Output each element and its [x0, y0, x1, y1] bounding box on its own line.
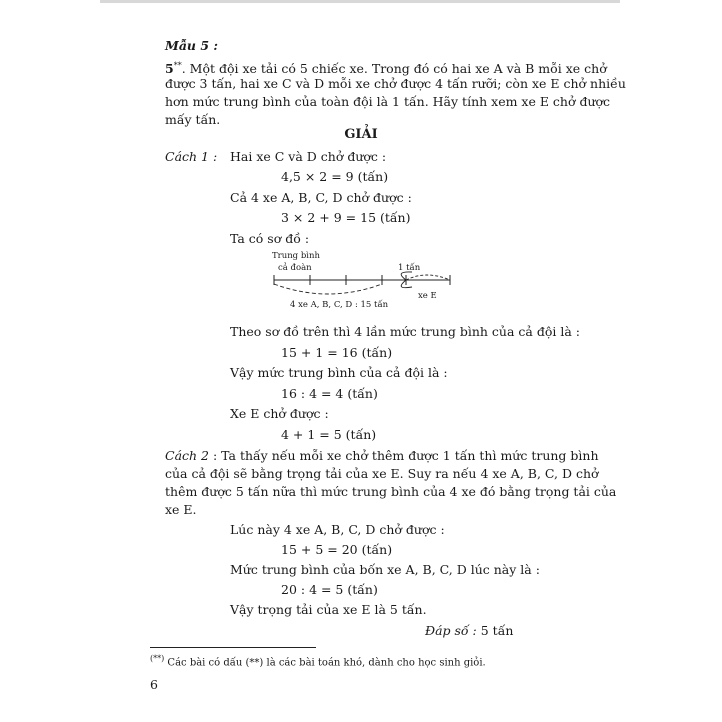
problem-text: . Một đội xe tải có 5 chiếc xe. Trong đó có hai xe A và B mỗi xe chở	[181, 61, 607, 77]
method2-line: Vậy trọng tải của xe E là 5 tấn.	[230, 602, 427, 617]
method2-line: Mức trung bình của bốn xe A, B, C, D lúc này là :	[230, 562, 540, 577]
method1-label: Cách 1 :	[165, 149, 218, 164]
solution-heading: GIẢI	[344, 127, 378, 142]
method1-calc: 4 + 1 = 5 (tấn)	[281, 427, 377, 442]
problem-line-3: hơn mức trung bình của toàn đội là 1 tấn. Hãy tính xem xe E chở được	[165, 94, 611, 109]
method1-line: Theo sơ đồ trên thì 4 lần mức trung bình của cả đội là :	[230, 324, 580, 339]
method2-intro-text: : Ta thấy nếu mỗi xe chở thêm được 1 tấn thì mức trung bình	[209, 448, 599, 463]
footnote-rule	[150, 647, 316, 648]
method2-intro-1	[165, 447, 599, 465]
method2-calc: 15 + 5 = 20 (tấn)	[281, 542, 393, 557]
problem-number: 5	[165, 61, 174, 77]
sample-title: Mẫu 5 :	[165, 38, 219, 53]
method1-line: Vậy mức trung bình của cả đội là :	[230, 365, 448, 380]
diagram-label-e: xe E	[418, 291, 437, 301]
answer-label: Đáp số :	[425, 623, 477, 638]
scan-edge	[100, 0, 620, 3]
method2-intro-2: của cả đội sẽ bằng trọng tải của xe E. Suy ra nếu 4 xe A, B, C, D chở	[165, 466, 599, 481]
problem-line-4: mấy tấn.	[165, 112, 221, 127]
problem-line-2: được 3 tấn, hai xe C và D mỗi xe chở được 4 tấn rưỡi; còn xe E chở nhiều	[165, 76, 626, 91]
method1-line: Cả 4 xe A, B, C, D chở được :	[230, 190, 412, 205]
method1-line: Hai xe C và D chở được :	[230, 149, 387, 164]
method2-line: Lúc này 4 xe A, B, C, D chở được :	[230, 522, 445, 537]
method1-calc: 4,5 × 2 = 9 (tấn)	[281, 169, 389, 184]
final-answer	[425, 622, 513, 640]
method2-label: Cách 2	[165, 448, 209, 463]
diagram-extra-brace	[401, 272, 412, 280]
method2-intro-3: thêm được 5 tấn nữa thì mức trung bình của 4 xe đó bằng trọng tải của	[165, 484, 617, 499]
method1-calc: 16 : 4 = 4 (tấn)	[281, 386, 378, 401]
diagram-e-brace	[406, 275, 450, 280]
segment-diagram	[260, 246, 470, 314]
footnote	[150, 654, 486, 668]
diagram-label-extra: 1 tấn	[398, 263, 421, 273]
answer-value: 5 tấn	[476, 623, 514, 638]
diagram-total-brace	[274, 284, 382, 294]
method2-intro-4: xe E.	[165, 502, 197, 517]
method1-line: Xe E chở được :	[230, 406, 329, 421]
diagram-label-average-2: cả đoàn	[278, 263, 312, 273]
page-number: 6	[150, 677, 158, 692]
footnote-mark: (**)	[150, 654, 165, 663]
method1-line: Ta có sơ đồ :	[230, 231, 310, 246]
method1-calc: 3 × 2 + 9 = 15 (tấn)	[281, 210, 411, 225]
method2-calc: 20 : 4 = 5 (tấn)	[281, 582, 378, 597]
diagram-label-total: 4 xe A, B, C, D : 15 tấn	[290, 300, 389, 310]
diagram-label-average: Trung bình	[272, 251, 320, 261]
footnote-text: Các bài có dấu (**) là các bài toán khó, dành cho học sinh giỏi.	[164, 657, 486, 669]
method1-calc: 15 + 1 = 16 (tấn)	[281, 345, 393, 360]
difficulty-mark: **	[173, 61, 182, 70]
